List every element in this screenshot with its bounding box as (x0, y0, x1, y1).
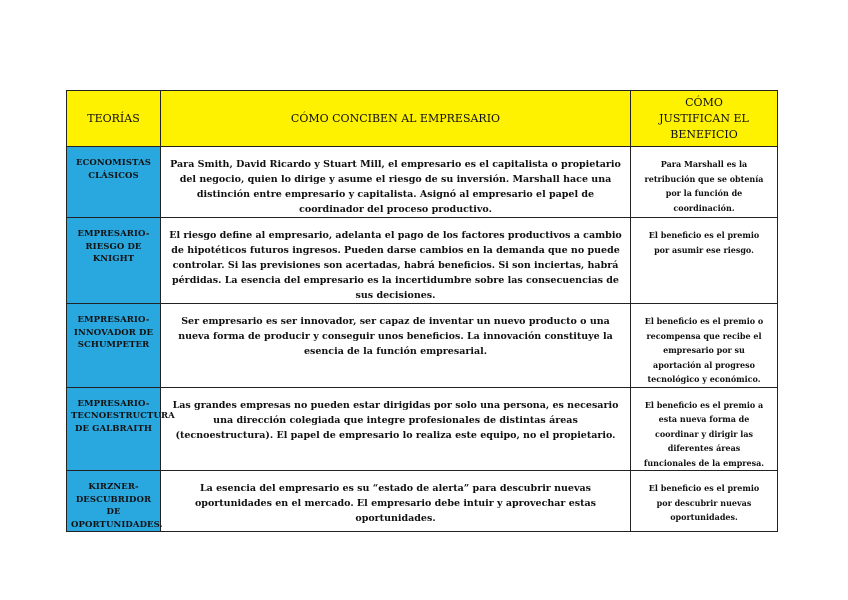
header-row (67, 91, 778, 147)
justification-cell: El beneficio es el premio a esta nueva forma de coordinar y dirigir las diferentes áreas funcionales de la empresa. (631, 387, 778, 471)
table-row (67, 218, 778, 304)
header-conception: CÓMO CONCIBEN AL EMPRESARIO (161, 91, 631, 147)
table-row (67, 471, 778, 532)
table-row (67, 147, 778, 218)
justification-cell: El beneficio es el premio por asumir ese riesgo. (631, 218, 778, 304)
theory-cell: KIRZNER-DESCUBRIDOR DE OPORTUNIDADES. (67, 471, 161, 532)
justification-cell: El beneficio es el premio o recompensa que recibe el empresario por su aportación al progreso tecnológico y económico. (631, 304, 778, 388)
theory-cell: EMPRESARIO-INNOVADOR DE SCHUMPETER (67, 304, 161, 388)
header-theories: TEORÍAS (67, 91, 161, 147)
description-cell: Las grandes empresas no pueden estar dirigidas por solo una persona, es necesario una dirección colegiada que integre profesionales de distintas áreas (tecnoestructura). El papel de empresario lo realiza este equipo, no el propietario. (161, 387, 631, 471)
theories-table (66, 90, 778, 532)
table-row (67, 304, 778, 388)
table-row (67, 387, 778, 471)
justification-cell: El beneficio es el premio por descubrir nuevas oportunidades. (631, 471, 778, 532)
description-cell: Para Smith, David Ricardo y Stuart Mill, el empresario es el capitalista o propietario del negocio, quien lo dirige y asume el riesgo de su inversión. Marshall hace una distinción entre empresario y capitalista. Asignó al empresario el papel de coordinador del proceso productivo. (161, 147, 631, 218)
justification-cell: Para Marshall es la retribución que se obtenía por la función de coordinación. (631, 147, 778, 218)
theory-cell: EMPRESARIO-TECNOESTRUCTURA DE GALBRAITH (67, 387, 161, 471)
theory-cell: EMPRESARIO-RIESGO DE KNIGHT (67, 218, 161, 304)
theory-cell: ECONOMISTAS CLÁSICOS (67, 147, 161, 218)
header-justification: CÓMO JUSTIFICAN EL BENEFICIO (631, 91, 778, 147)
description-cell: El riesgo define al empresario, adelanta el pago de los factores productivos a cambio de hipotéticos futuros ingresos. Pueden darse cambios en la demanda que no puede controlar. Si las previsiones son acertadas, habrá beneficios. Si son inciertas, habrá pérdidas. La esencia del empresario es la incertidumbre sobre las consecuencias de sus decisiones. (161, 218, 631, 304)
description-cell: Ser empresario es ser innovador, ser capaz de inventar un nuevo producto o una nueva forma de producir y conseguir unos beneficios. La innovación constituye la esencia de la función empresarial. (161, 304, 631, 388)
description-cell: La esencia del empresario es su “estado de alerta” para descubrir nuevas oportunidades en el mercado. El empresario debe intuir y aprovechar estas oportunidades. (161, 471, 631, 532)
